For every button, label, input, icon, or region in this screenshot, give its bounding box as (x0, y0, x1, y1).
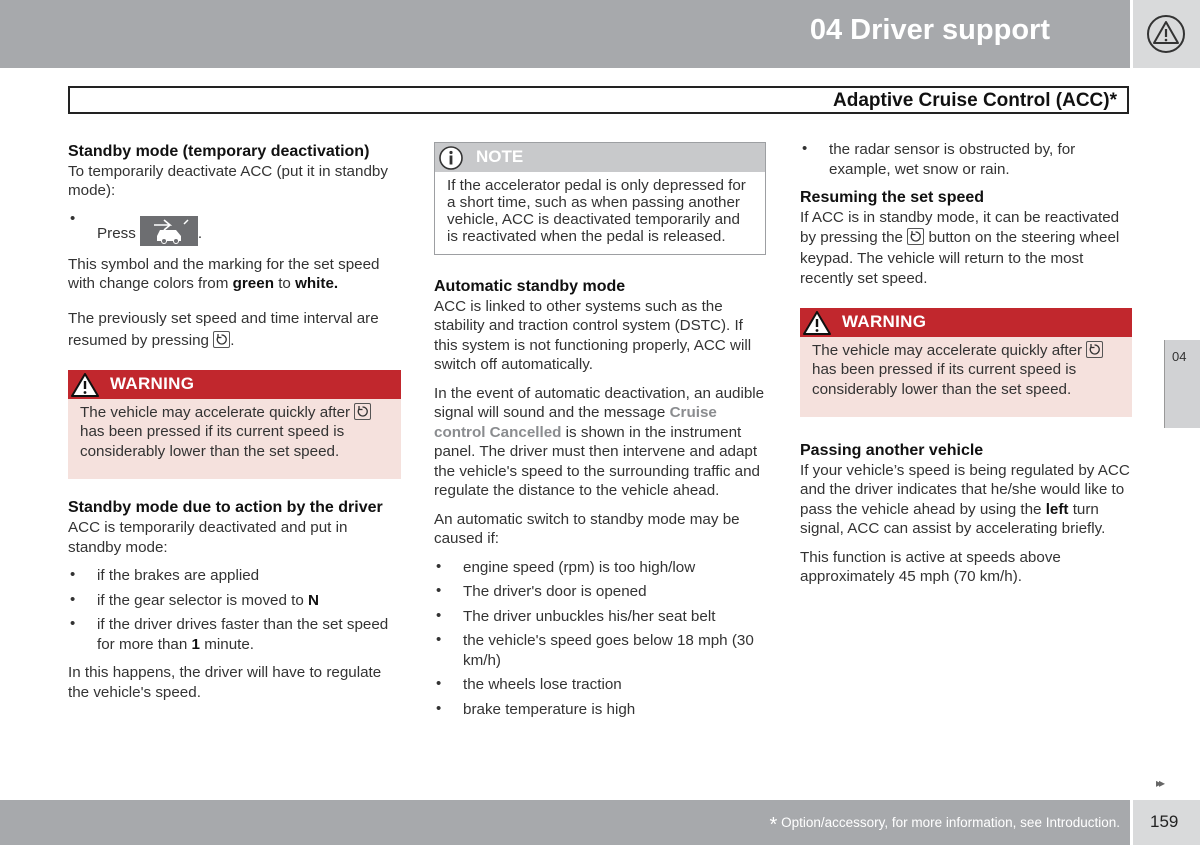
paragraph: If ACC is in standby mode, it can be reactivated by pressing the button on the steering wheel keypad. The vehicle will return to the most recently set speed. (800, 208, 1120, 287)
display-message: Cruise control Cancelled (434, 404, 717, 441)
info-icon (438, 145, 466, 171)
note-label: NOTE (476, 147, 524, 166)
paragraph: An automatic switch to standby mode may be caused if: (434, 510, 740, 547)
warning-box (68, 370, 401, 480)
paragraph: This function is active at speeds above approximately 45 mph (70 km/h). (800, 548, 1061, 585)
list-item: • if the driver drives faster than the set speed for more than 1 minute. (68, 615, 401, 654)
warning-triangle-icon (802, 310, 832, 336)
resume-button-icon (907, 228, 924, 245)
header-icon-box (1133, 0, 1200, 68)
paragraph: This symbol and the marking for the set speed with change colors from green to white. (68, 255, 380, 292)
bullet-list (800, 140, 1132, 179)
warning-body: The vehicle may accelerate quickly after has been pressed if its current speed is considerably lower than the set speed. (800, 337, 1132, 418)
warning-box (800, 308, 1132, 418)
header-bar (0, 0, 1130, 68)
list-item: • if the brakes are applied (68, 566, 401, 586)
heading-standby-driver-action: Standby mode due to action by the driver (68, 499, 383, 516)
paragraph: In the event of automatic deactivation, an audible signal will sound and the message Cruise control Cancelled is shown in the instrument panel. The driver must then intervene and adapt the vehicle's speed to the surrounding traffic and regulate the distance to the vehicle ahead. (434, 384, 765, 499)
paragraph: To temporarily deactivate ACC (put it in standby mode): (68, 162, 388, 199)
warning-label: WARNING (842, 311, 927, 331)
column-1 (68, 140, 401, 711)
page-number: 159 (1150, 812, 1179, 831)
list-item: • if the gear selector is moved to N (68, 591, 401, 611)
chapter-side-tab[interactable] (1164, 340, 1200, 428)
bullet-list (68, 566, 401, 654)
note-body: If the accelerator pedal is only depressed for a short time, such as when passing another vehicle, ACC is deactivated temporarily and is reactivated when the pedal is released. (447, 177, 746, 245)
column-2 (434, 140, 766, 728)
warning-triangle-icon (1145, 14, 1187, 54)
resume-button-icon (1086, 341, 1103, 358)
list-item: • The driver's door is opened (434, 582, 766, 602)
heading-automatic-standby: Automatic standby mode (434, 278, 626, 295)
list-item: • the vehicle's speed goes below 18 mph (30 km/h) (434, 631, 766, 670)
heading-resuming-set-speed: Resuming the set speed (800, 189, 985, 206)
list-item: • the wheels lose traction (434, 675, 766, 695)
list-item: • the radar sensor is obstructed by, for example, wet snow or rain. (800, 140, 1132, 179)
warning-header (68, 370, 401, 399)
heading-passing-vehicle: Passing another vehicle (800, 442, 984, 459)
note-box (434, 142, 766, 255)
warning-label: WARNING (110, 373, 195, 393)
column-3 (800, 140, 1132, 596)
warning-triangle-icon (70, 372, 100, 398)
paragraph: In this happens, the driver will have to regulate the vehicle's speed. (68, 664, 382, 701)
resume-button-icon (354, 403, 371, 420)
paragraph: If your vehicle’s speed is being regulated by ACC and the driver indicates that he/she would like to pass the vehicle ahead by using the left turn signal, ACC can assist by accelerating briefly. (800, 461, 1130, 537)
list-item: • brake temperature is high (434, 700, 766, 720)
bullet-list (434, 558, 766, 720)
footer-note: * Option/accessory, for more information, see Introduction. (769, 814, 1120, 836)
section-title-box (68, 86, 1129, 114)
resume-button-icon (213, 331, 230, 348)
warning-body: The vehicle may accelerate quickly after has been pressed if its current speed is considerably lower than the set speed. (68, 399, 401, 480)
footer-bar (0, 800, 1130, 845)
list-item: • Press . (68, 210, 401, 246)
next-page-arrows-icon: ▸▸ (1156, 776, 1163, 790)
heading-standby-temporary: Standby mode (temporary deactivation) (68, 143, 370, 160)
cruise-control-standby-key-icon (140, 216, 198, 246)
paragraph: ACC is linked to other systems such as the stability and traction control system (DSTC). If this system is not functioning properly, ACC will switch off automatically. (434, 297, 752, 373)
paragraph: ACC is temporarily deactivated and put in standby mode: (68, 519, 348, 556)
list-item: • engine speed (rpm) is too high/low (434, 558, 766, 578)
chapter-title: 04 Driver support (809, 14, 1050, 46)
warning-header (800, 308, 1132, 337)
list-item: • The driver unbuckles his/her seat belt (434, 607, 766, 627)
paragraph: The previously set speed and time interval are resumed by pressing . (68, 309, 379, 349)
page-number-box (1133, 800, 1200, 845)
press-label: Press (97, 224, 136, 242)
bullet-list (68, 210, 401, 246)
section-title: Adaptive Cruise Control (ACC)* (833, 90, 1117, 111)
note-header (435, 143, 765, 172)
side-tab-label: 04 (1172, 349, 1187, 364)
